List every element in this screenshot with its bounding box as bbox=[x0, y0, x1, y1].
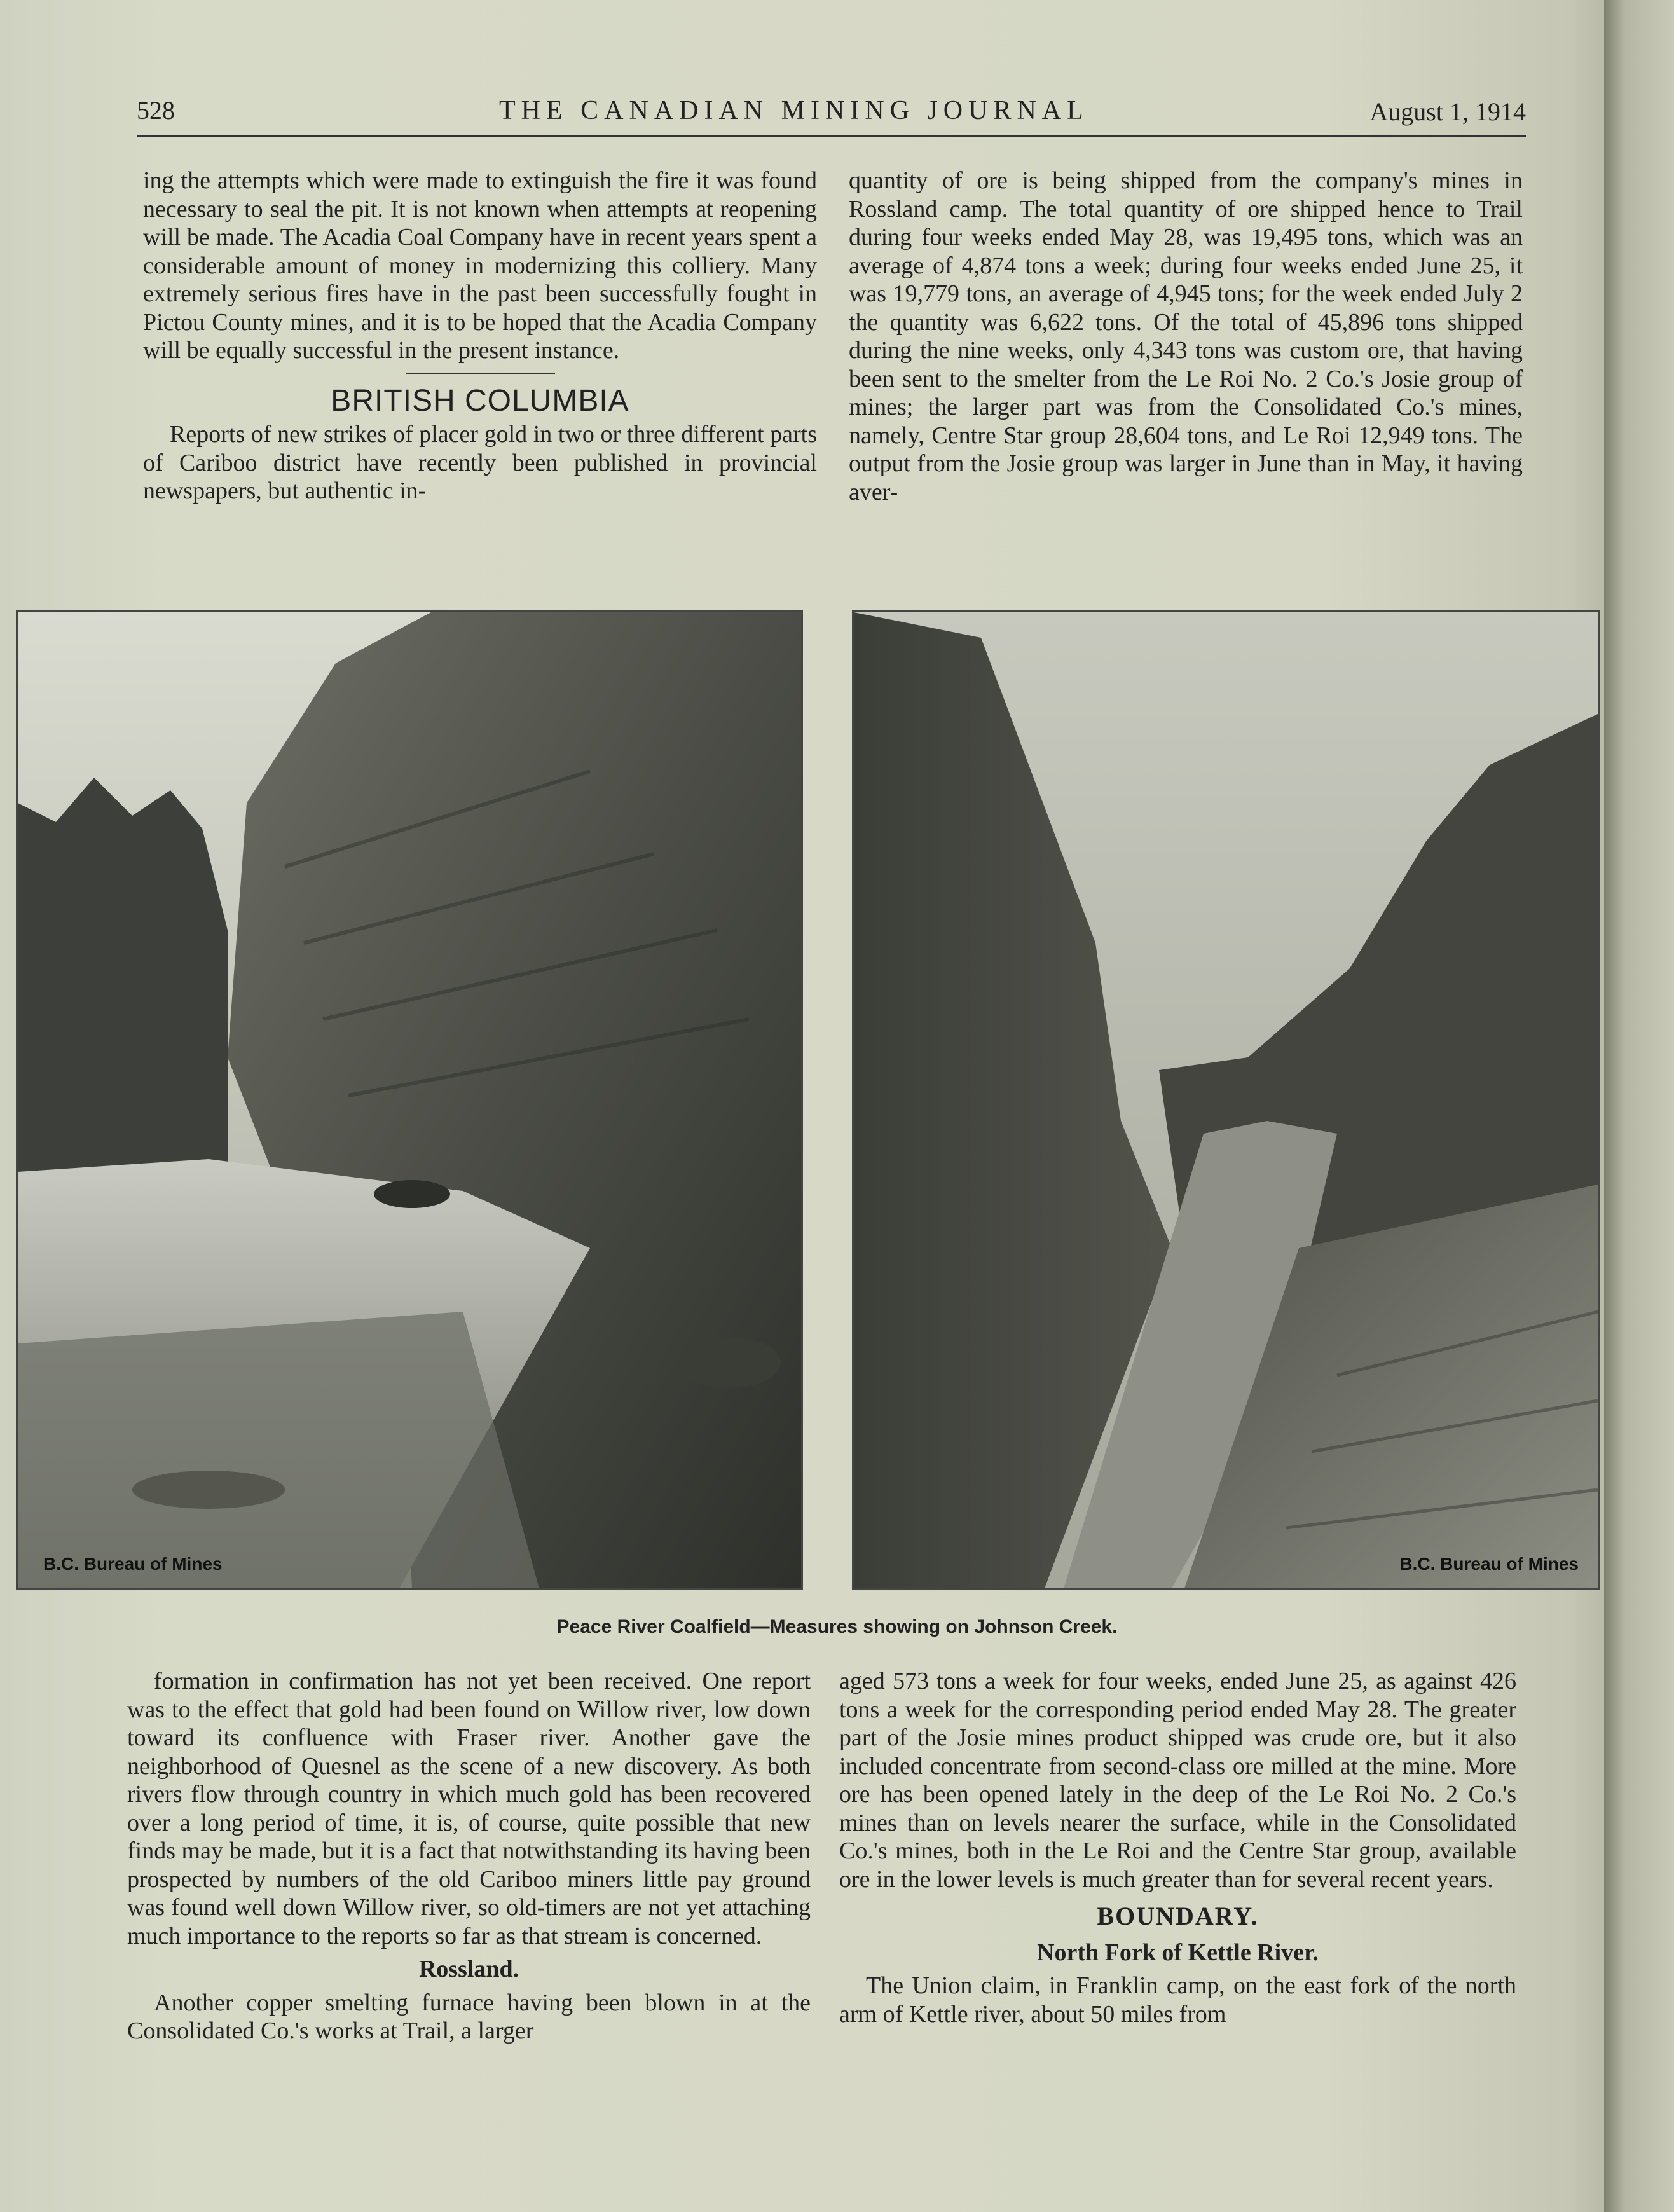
canyon-photo-right bbox=[854, 612, 1598, 1588]
rossland-subheading: Rossland. bbox=[418, 1956, 519, 1982]
photo-credit-right: B.C. Bureau of Mines bbox=[1399, 1554, 1579, 1574]
upper-right-column bbox=[849, 167, 1523, 506]
kettle-river-subheading: North Fork of Kettle River. bbox=[1037, 1939, 1319, 1966]
lower-left-column bbox=[127, 1667, 811, 2045]
book-gutter-edge bbox=[1604, 0, 1674, 2212]
smelting-furnace-paragraph: Another copper smelting furnace having been blown in at the Consolidated Co.'s works at Trail, a larger bbox=[127, 1989, 811, 2044]
lower-right-column bbox=[839, 1667, 1516, 2028]
section-divider bbox=[406, 373, 555, 374]
acadia-fire-paragraph: ing the attempts which were made to extinguish the fire it was found necessary to seal the pit. It is not known when attempts at reopening will be made. The Acadia Coal Company have in recent years spent a considerable amount of money in modernizing this colliery. Many extremely serious fires have in the past been successfully fought in Pictou County mines, and it is to be hoped that the Acadia Company will be equally successful in the present instance. bbox=[143, 167, 817, 364]
page-header bbox=[137, 95, 1526, 140]
journal-title: THE CANADIAN MINING JOURNAL bbox=[499, 96, 1089, 125]
photo-credit-left: B.C. Bureau of Mines bbox=[43, 1554, 223, 1574]
left-photograph bbox=[16, 610, 803, 1590]
issue-date: August 1, 1914 bbox=[1369, 97, 1526, 126]
rossland-shipments-paragraph: quantity of ore is being shipped from the company's mines in Rossland camp. The total quantity of ore shipped hence to Trail during four weeks ended May 28, was 19,495 tons, which was an average of 4,874 tons a week; during four weeks ended June 25, it was 19,779 tons, an average of 4,945 tons; for the week ended July 2 the quantity was 6,622 tons. Of the total of 45,896 tons shipped during the nine weeks, only 4,343 tons was custom ore, that having been sent to the smelter from the Le Roi No. 2 Co.'s Josie group of mines; the larger part was from the Consolidated Co.'s mines, namely, Centre Star group 28,604 tons, and Le Roi 12,949 tons. The output from the Josie group was larger in June than in May, it having aver- bbox=[849, 167, 1523, 505]
right-photograph bbox=[852, 610, 1600, 1590]
josie-output-paragraph: aged 573 tons a week for four weeks, ended June 25, as against 426 tons a week for the corresponding period ended May 28. The greater part of the Josie mines product shipped was crude ore, but it also included concentrate from second-class ore milled at the mine. More ore has been opened lately in the deep of the Le Roi No. 2 Co.'s mines than on levels nearer the surface, while in the Consolidated Co.'s mines, both in the Le Roi and the Centre Star group, available ore in the lower levels is much greater than for several recent years. bbox=[839, 1668, 1516, 1893]
cariboo-continued-paragraph: formation in confirmation has not yet been received. One report was to the effect that gold had been found on Willow river, low down toward its confluence with Fraser river. Another gave the neighborhood of Quesnel as the scene of a new discovery. As both rivers flow through country in which much gold has been recovered over a long period of time, it is, of course, quite possible that new finds may be made, but it is a fact that notwithstanding its having been prospected by numbers of the old Cariboo miners little pay ground was found well down Willow river, so old-timers are not yet attaching much importance to the reports so far as that stream is concerned. bbox=[127, 1668, 811, 1949]
upper-left-column bbox=[143, 167, 817, 505]
union-claim-paragraph: The Union claim, in Franklin camp, on the east fork of the north arm of Kettle river, about 50 miles from bbox=[839, 1972, 1516, 2028]
page-number: 528 bbox=[137, 96, 175, 125]
boundary-heading: BOUNDARY. bbox=[1097, 1902, 1259, 1930]
header-rule bbox=[137, 135, 1526, 137]
british-columbia-heading: BRITISH COLUMBIA bbox=[331, 383, 629, 418]
photo-caption: Peace River Coalfield—Measures showing on Johnson Creek. bbox=[556, 1616, 1118, 1637]
canyon-photo-left bbox=[18, 612, 801, 1588]
cariboo-paragraph: Reports of new strikes of placer gold in two or three different parts of Cariboo district have recently been published in provincial newspapers, but authentic in- bbox=[143, 421, 817, 504]
